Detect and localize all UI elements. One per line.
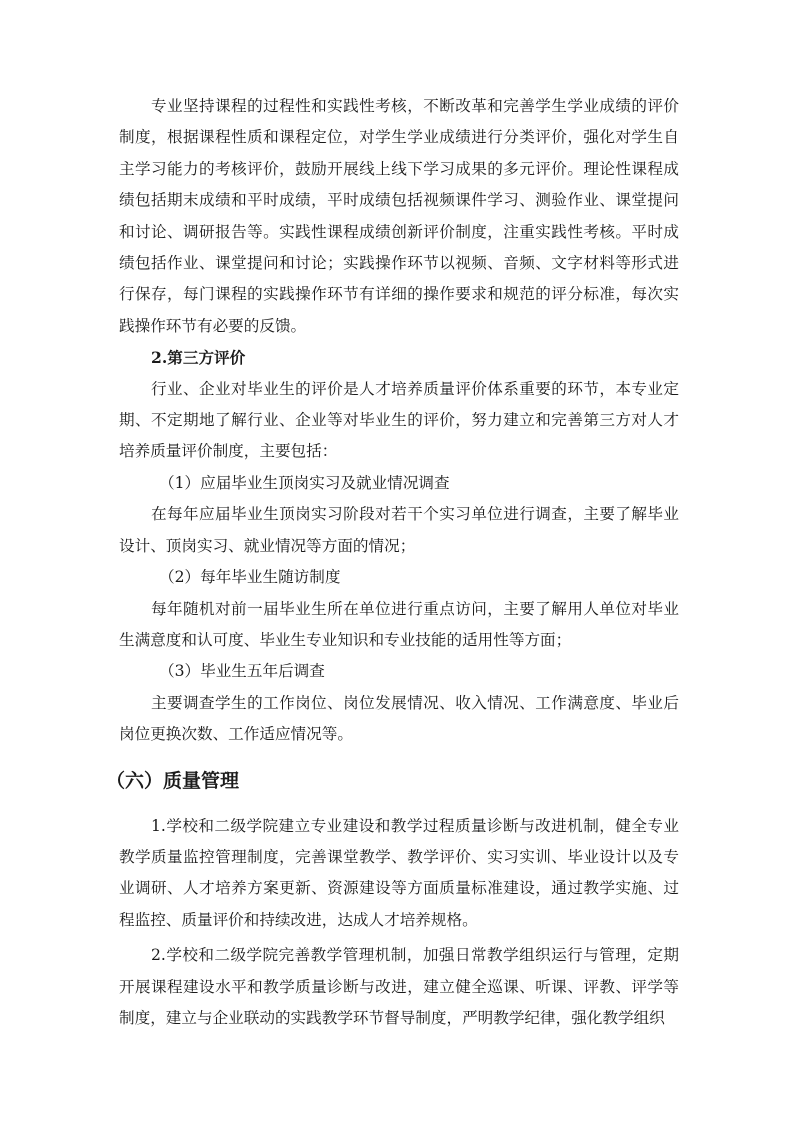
paragraph-internship-survey: 在每年应届毕业生顶岗实习阶段对若干个实习单位进行调查，主要了解毕业设计、顶岗实习、就业情况等方面的情况； — [119, 505, 679, 555]
document-page — [106, 91, 679, 1038]
list-item-graduate-followup: （2）每年毕业生随访制度 — [159, 568, 341, 587]
paragraph-third-party-intro: 行业、企业对毕业生的评价是人才培养质量评价体系重要的环节，本专业定期、不定期地了解行业、企业等对毕业生的评价，努力建立和完善第三方对人才培养质量评价制度，主要包括： — [119, 379, 679, 461]
subheading-third-party-evaluation: 2.第三方评价 — [151, 348, 246, 368]
paragraph-quality-2: 2.学校和二级学院完善教学管理机制，加强日常教学组织运行与管理，定期开展课程建设水平和教学质量诊断与改进，建立健全巡课、听课、评教、评学等制度，建立与企业联动的实践教学环节督导制度，严明教学纪律，强化教学组织 — [119, 946, 679, 1027]
paragraph-graduate-followup: 每年随机对前一届毕业生所在单位进行重点访问，主要了解用人单位对毕业生满意度和认可度、毕业生专业知识和专业技能的适用性等方面； — [119, 599, 679, 649]
paragraph-quality-1: 1.学校和二级学院建立专业建设和教学过程质量诊断与改进机制，健全专业教学质量监控管理制度，完善课堂教学、教学评价、实习实训、毕业设计以及专业调研、人才培养方案更新、资源建设等方面质量标准建设，通过教学实施、过程监控、质量评价和持续改进，达成人才培养规格。 — [119, 816, 679, 929]
paragraph-five-year-survey: 主要调查学生的工作岗位、岗位发展情况、收入情况、工作满意度、毕业后岗位更换次数、工作适应情况等。 — [119, 693, 679, 744]
section-heading-quality-management: （六）质量管理 — [106, 769, 240, 792]
list-item-five-year-survey: （3）毕业生五年后调查 — [159, 662, 325, 681]
list-item-internship-survey: （1）应届毕业生顶岗实习及就业情况调查 — [159, 473, 450, 492]
paragraph-course-assessment: 专业坚持课程的过程性和实践性考核，不断改革和完善学生学业成绩的评价制度，根据课程性质和课程定位，对学生学业成绩进行分类评价，强化对学生自主学习能力的考核评价，鼓励开展线上线下学习成果的多元评价。理论性课程成绩包括期末成绩和平时成绩，平时成绩包括视频课件学习、测验作业、课堂提问和讨论、调研报告等。实践性课程成绩创新评价制度，注重实践性考核。平时成绩包括作业、课堂提问和讨论；实践操作环节以视频、音频、文字材料等形式进行保存，每门课程的实践操作环节有详细的操作要求和规范的评分标准，每次实践操作环节有必要的反馈。 — [119, 97, 679, 335]
